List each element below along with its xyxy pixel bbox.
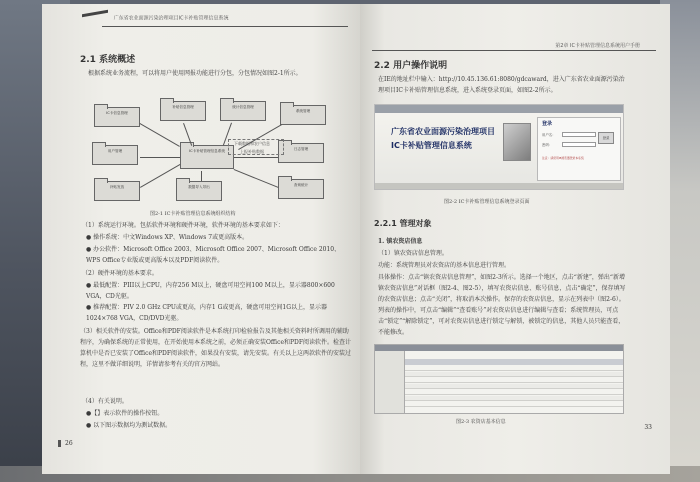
- page-number-right: 33: [644, 424, 652, 431]
- diagram-connector: [140, 123, 180, 147]
- diagram-node: 数据导入导出: [176, 181, 222, 201]
- diagram-connector: [234, 157, 278, 158]
- diagram-node: 系统管理: [280, 105, 326, 125]
- intro-paragraph: 根据系统业务流程，可以将用户使用网报功能进行分包，分包情况如图2-1所示。: [88, 70, 302, 77]
- body-paragraph: ● 推荐配置：PIV 2.0 GHz CPU或更高，内存1 G或更高，硬盘可用空间1G以上，显示器1024×768 VGA，CD/DVD光驱。: [86, 304, 328, 322]
- login-screenshot: [374, 104, 624, 190]
- login-note: 注意：请使用IE浏览器登录本系统: [542, 156, 584, 160]
- username-field[interactable]: [562, 132, 596, 137]
- diagram-node: 用户管理: [92, 145, 138, 165]
- sub-heading: 1. 镇农资店信息: [378, 238, 423, 245]
- body-paragraph: （2）硬件环境的基本要求。: [82, 270, 158, 277]
- diagram-node: 补贴发放: [94, 181, 140, 201]
- diagram-connector: [234, 169, 279, 188]
- ic-card-reader-icon: [503, 123, 531, 161]
- diagram-node: 统计信息管理: [220, 101, 266, 121]
- login-button[interactable]: 登录: [598, 132, 614, 144]
- body-paragraph: （3）相关软件的安装。Office和PDF阅读软件是本系统打印检验报告及其他相关资料时所调用的辅助程序，为确保系统的正常使用，在开始使用本系统之前，必须正确安装Office和PDF阅读软件。检查计算机中是否已安装了Office和PDF阅读软件，如果没有安装，请先安装。有关以上这两款软件的安装过程，这里不做详细说明，详情请参考有关的官方网站。: [80, 328, 352, 368]
- left-page: [42, 4, 360, 474]
- running-header-right: 第2章 IC卡补贴管理信息系统用户手册: [555, 43, 640, 49]
- table-header: [405, 359, 623, 365]
- table-row: [405, 372, 623, 377]
- intro-paragraph: 在IE的地址栏中输入：http://10.45.136.61:8080/gdcaward，进入广东省农业面源污染治理项目IC卡补贴管理信息系统，进入系统登录页面，如图2-2所示。: [378, 76, 625, 94]
- diagram-connector: [201, 171, 202, 181]
- sub-sub-heading: （1）镇农资店信息管理。: [378, 250, 448, 257]
- page-number-left: 26: [58, 440, 73, 447]
- section-title: 2.2 用户操作说明: [374, 61, 448, 71]
- login-panel: [537, 117, 621, 181]
- running-header-left: [82, 12, 229, 24]
- table-row: [405, 366, 623, 371]
- table-row: [405, 396, 623, 401]
- right-page: [360, 4, 670, 474]
- body-paragraph: （1）系统运行环境。包括软件环境和硬件环境，软件环境的基本要求如下：: [82, 222, 284, 229]
- diagram-node: 查询统计: [278, 179, 324, 199]
- table-row: [405, 378, 623, 383]
- table-row: [405, 402, 623, 407]
- tree-panel: [375, 351, 405, 413]
- diagram-node-center: IC卡补贴管理信息系统: [180, 145, 234, 169]
- data-table-screenshot: [374, 344, 624, 414]
- system-title: 广东省农业面源污染治理项目IC卡补贴管理信息系统: [391, 127, 495, 150]
- table-row: [405, 384, 623, 389]
- diagram-connector: [140, 157, 180, 158]
- body-paragraph: （4）有关说明。: [82, 398, 128, 405]
- body-paragraph: ● 办公软件：Microsoft Office 2003、Microsoft Office 2007、Microsoft Office 2010、WPS Office专业版或更高版本以及PDF阅读软件。: [86, 246, 341, 264]
- diagram-label: 下载数据和农户信息: [234, 141, 270, 146]
- body-paragraph: ● 操作系统：中文Windows XP、Windows 7或更高版本。: [86, 234, 249, 241]
- diagram-label: 上报补贴数据: [240, 149, 264, 154]
- body-paragraph: ● 以下图示数据均为测试数据。: [86, 422, 172, 429]
- section-title: 2.1 系统概述: [80, 55, 136, 65]
- body-paragraph: 具体操作：点击“镇农资店信息管理”，如图2-3所示。选择一个地区，点击“新建”，弹出“新增镇农资店信息”对话框（图2-4、图2-5），填写农资店信息、账号信息，点击“确定”，保存填写的农资店信息；点击“关闭”，将取消本次操作。保存的农资店信息，显示在列表中（图2-6）。列表的操作中，可点击“编辑”“查看账号”对农资店信息进行编辑与查看；系统管理员，可点击“锁定”“解除锁定”，可对农资店信息进行锁定与解锁，被锁定的信息，其他人员只能查看，不能修改。: [378, 274, 626, 336]
- browser-bar: [375, 105, 623, 113]
- table-row: [405, 390, 623, 395]
- password-label: 密码：: [542, 143, 553, 147]
- header-rule: [102, 26, 348, 27]
- figure-caption: 图2-2 IC卡补贴管理信息系统登录页面: [444, 199, 530, 205]
- diagram-caption: 图2-1 IC卡补贴管理信息系统组织结构: [150, 211, 236, 217]
- username-label: 用户名：: [542, 133, 556, 137]
- screenshot-footer: [375, 183, 623, 189]
- body-paragraph: ●【】表示软件的操作按钮。: [86, 410, 164, 417]
- header-text: 广东省农业面源污染治理项目IC卡补贴管理信息系统: [113, 15, 229, 22]
- diagram-node: 补贴信息管理: [160, 101, 206, 121]
- body-paragraph: ● 最低配置：PIII以上CPU，内存256 M以上，硬盘可用空间100 M以上，显示器800×600 VGA，CD光驱。: [86, 282, 335, 300]
- organization-diagram: [92, 99, 332, 207]
- header-rule: [372, 50, 656, 51]
- subsection-title: 2.2.1 管理对象: [374, 219, 432, 228]
- diagram-node: IC卡信息管理: [94, 107, 140, 127]
- diagram-connector: [140, 164, 180, 188]
- window-bar: [375, 345, 623, 351]
- body-paragraph: 功能：系统管理员对农资店的基本信息进行管理。: [378, 262, 511, 269]
- diagram-node: 日志管理: [278, 143, 324, 163]
- login-title: 登录: [542, 121, 553, 127]
- book-logo-icon: [82, 10, 108, 27]
- figure-caption-2: 图2-3 农资店基本信息: [456, 419, 506, 425]
- password-field[interactable]: [562, 142, 596, 147]
